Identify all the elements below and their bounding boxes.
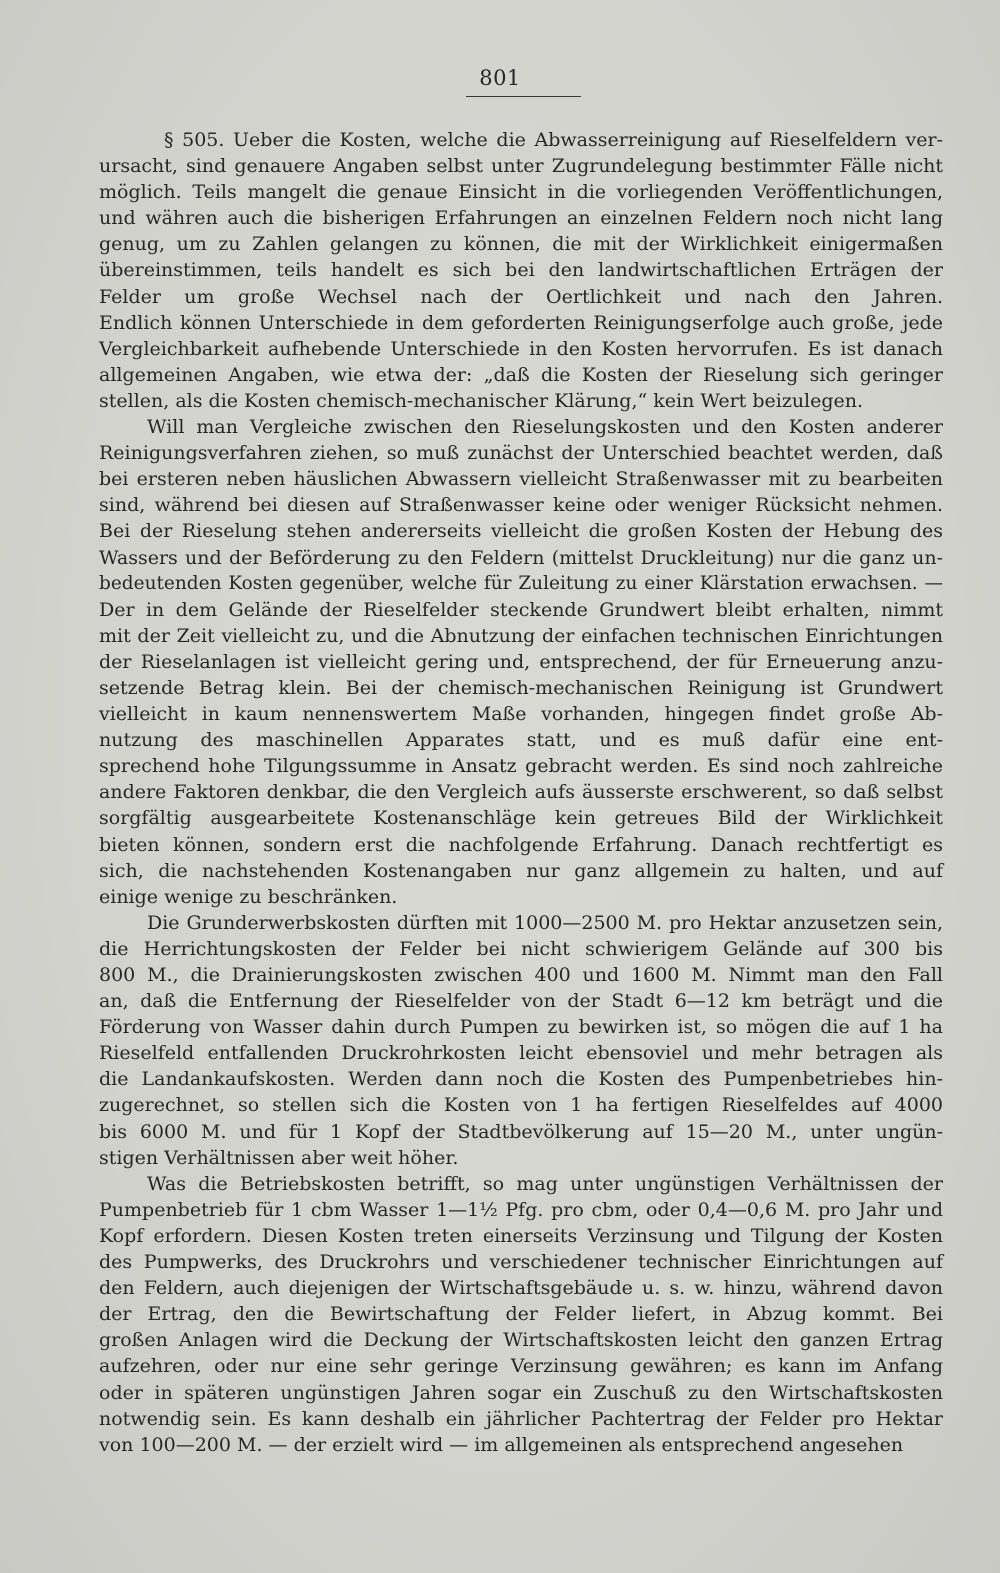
text-line: notwendig sein. Es kann deshalb ein jährlicher Pachtertrag der Felder pro Hektar: [99, 1407, 943, 1430]
text-line: die Landankaufskosten. Werden dann noch die Kosten des Pumpenbetriebes hin-: [99, 1068, 943, 1091]
text-line: Was die Betriebskosten betrifft, so mag unter ungünstigen Verhältnissen der: [147, 1172, 943, 1195]
text-line: sind, während bei diesen auf Straßenwasser keine oder weniger Rücksicht nehmen.: [99, 494, 943, 517]
text-line: der Ertrag, den die Bewirtschaftung der Felder liefert, in Abzug kommt. Bei: [99, 1303, 943, 1326]
text-line: Reinigungsverfahren ziehen, so muß zunächst der Unterschied beachtet werden, daß: [99, 442, 943, 465]
text-line: ursacht, sind genauere Angaben selbst unter Zugrundelegung bestimmter Fälle nicht: [99, 155, 943, 178]
text-line: genug, um zu Zahlen gelangen zu können, die mit der Wirklichkeit einigermaßen: [99, 233, 943, 256]
page-number: 801: [479, 66, 521, 90]
text-line: die Herrichtungskosten der Felder bei nicht schwierigem Gelände auf 300 bis: [99, 937, 943, 960]
text-line: oder in späteren ungünstigen Jahren sogar ein Zuschuß zu den Wirtschaftskosten: [99, 1381, 943, 1404]
text-line: Bei der Rieselung stehen andererseits vielleicht die großen Kosten der Hebung des: [99, 520, 943, 543]
text-line: bedeutenden Kosten gegenüber, welche für Zuleitung zu einer Klärstation erwachsen. —: [99, 572, 943, 594]
text-line: bei ersteren neben häuslichen Abwassern vielleicht Straßenwasser mit zu bearbeiten: [99, 468, 943, 491]
text-line: Rieselfeld entfallenden Druckrohrkosten leicht ebensoviel und mehr betragen als: [99, 1042, 943, 1065]
text-line: und währen auch die bisherigen Erfahrungen an einzelnen Feldern noch nicht lang: [99, 207, 943, 230]
text-line: übereinstimmen, teils handelt es sich bei den landwirtschaftlichen Erträgen der: [99, 259, 943, 282]
text-line: andere Faktoren denkbar, die den Vergleich aufs äusserste erschwerent, so daß selbst: [99, 781, 943, 804]
text-line: Förderung von Wasser dahin durch Pumpen zu bewirken ist, so mögen die auf 1 ha: [99, 1016, 943, 1039]
text-line: sprechend hohe Tilgungssumme in Ansatz gebracht werden. Es sind noch zahlreiche: [99, 755, 943, 778]
text-line: stellen, als die Kosten chemisch-mechanischer Klärung,“ kein Wert beizulegen.: [99, 389, 864, 412]
text-line: Endlich können Unterschiede in dem geforderten Reinigungserfolge auch große, jede: [99, 311, 943, 334]
text-line: sorgfältig ausgearbeitete Kostenanschläge kein getreues Bild der Wirklichkeit: [99, 807, 943, 830]
text-line: stigen Verhältnissen aber weit höher.: [99, 1146, 459, 1169]
text-line: an, daß die Entfernung der Rieselfelder von der Stadt 6—12 km beträgt und die: [99, 990, 943, 1013]
text-line: Will man Vergleiche zwischen den Rieselungskosten und den Kosten anderer: [147, 416, 943, 439]
text-line: möglich. Teils mangelt die genaue Einsicht in die vorliegenden Veröffentlichungen,: [99, 181, 943, 204]
text-line: den Feldern, auch diejenigen der Wirtschaftsgebäude u. s. w. hinzu, während davon: [99, 1277, 943, 1300]
text-line: einige wenige zu beschränken.: [99, 885, 398, 908]
text-line: des Pumpwerks, des Druckrohrs und verschiedener technischer Einrichtungen auf: [99, 1251, 943, 1274]
text-line: aufzehren, oder nur eine sehr geringe Verzinsung gewähren; es kann im Anfang: [99, 1355, 943, 1378]
text-line: 800 M., die Drainierungskosten zwischen 400 und 1600 M. Nimmt man den Fall: [99, 964, 943, 986]
text-line: Der in dem Gelände der Rieselfelder steckende Grundwert bleibt erhalten, nimmt: [99, 598, 943, 621]
text-line: bieten können, sondern erst die nachfolgende Erfahrung. Danach rechtfertigt es: [99, 833, 943, 856]
body-text: [99, 127, 943, 1458]
text-line: Vergleichbarkeit aufhebende Unterschiede in den Kosten hervorrufen. Es ist danach: [99, 337, 943, 360]
text-line: bis 6000 M. und für 1 Kopf der Stadtbevölkerung auf 15—20 M., unter ungün-: [99, 1120, 943, 1143]
text-line: § 505. Ueber die Kosten, welche die Abwasserreinigung auf Rieselfeldern ver-: [164, 129, 943, 151]
text-line: setzende Betrag klein. Bei der chemisch-mechanischen Reinigung ist Grundwert: [99, 676, 943, 699]
text-line: zugerechnet, so stellen sich die Kosten von 1 ha fertigen Rieselfeldes auf 4000: [99, 1094, 943, 1117]
text-line: Wassers und der Beförderung zu den Feldern (mittelst Druckleitung) nur die ganz un-: [99, 546, 943, 569]
text-line: von 100—200 M. — der erzielt wird — im allgemeinen als entsprechend angesehen: [99, 1433, 904, 1456]
text-line: Felder um große Wechsel nach der Oertlichkeit und nach den Jahren.: [99, 285, 943, 308]
text-line: Pumpenbetrieb für 1 cbm Wasser 1—1½ Pfg. pro cbm, oder 0,4—0,6 M. pro Jahr und: [99, 1198, 943, 1221]
text-line: der Rieselanlagen ist vielleicht gering und, entsprechend, der für Erneuerung anzu-: [99, 650, 943, 673]
text-line: mit der Zeit vielleicht zu, und die Abnutzung der einfachen technischen Einrichtungen: [99, 624, 943, 647]
page-number-rule: [466, 96, 581, 97]
text-line: großen Anlagen wird die Deckung der Wirtschaftskosten leicht den ganzen Ertrag: [99, 1329, 943, 1352]
text-line: Kopf erfordern. Diesen Kosten treten einerseits Verzinsung und Tilgung der Kosten: [99, 1224, 943, 1247]
text-line: sich, die nachstehenden Kostenangaben nur ganz allgemein zu halten, und auf: [99, 859, 943, 882]
text-line: nutzung des maschinellen Apparates statt, und es muß dafür eine ent-: [99, 729, 943, 752]
text-line: Die Grunderwerbskosten dürften mit 1000—2500 M. pro Hektar anzusetzen sein,: [147, 911, 943, 934]
text-line: allgemeinen Angaben, wie etwa der: „daß die Kosten der Rieselung sich geringer: [99, 363, 943, 386]
text-line: vielleicht in kaum nennenswertem Maße vorhanden, hingegen findet große Ab-: [99, 703, 943, 726]
